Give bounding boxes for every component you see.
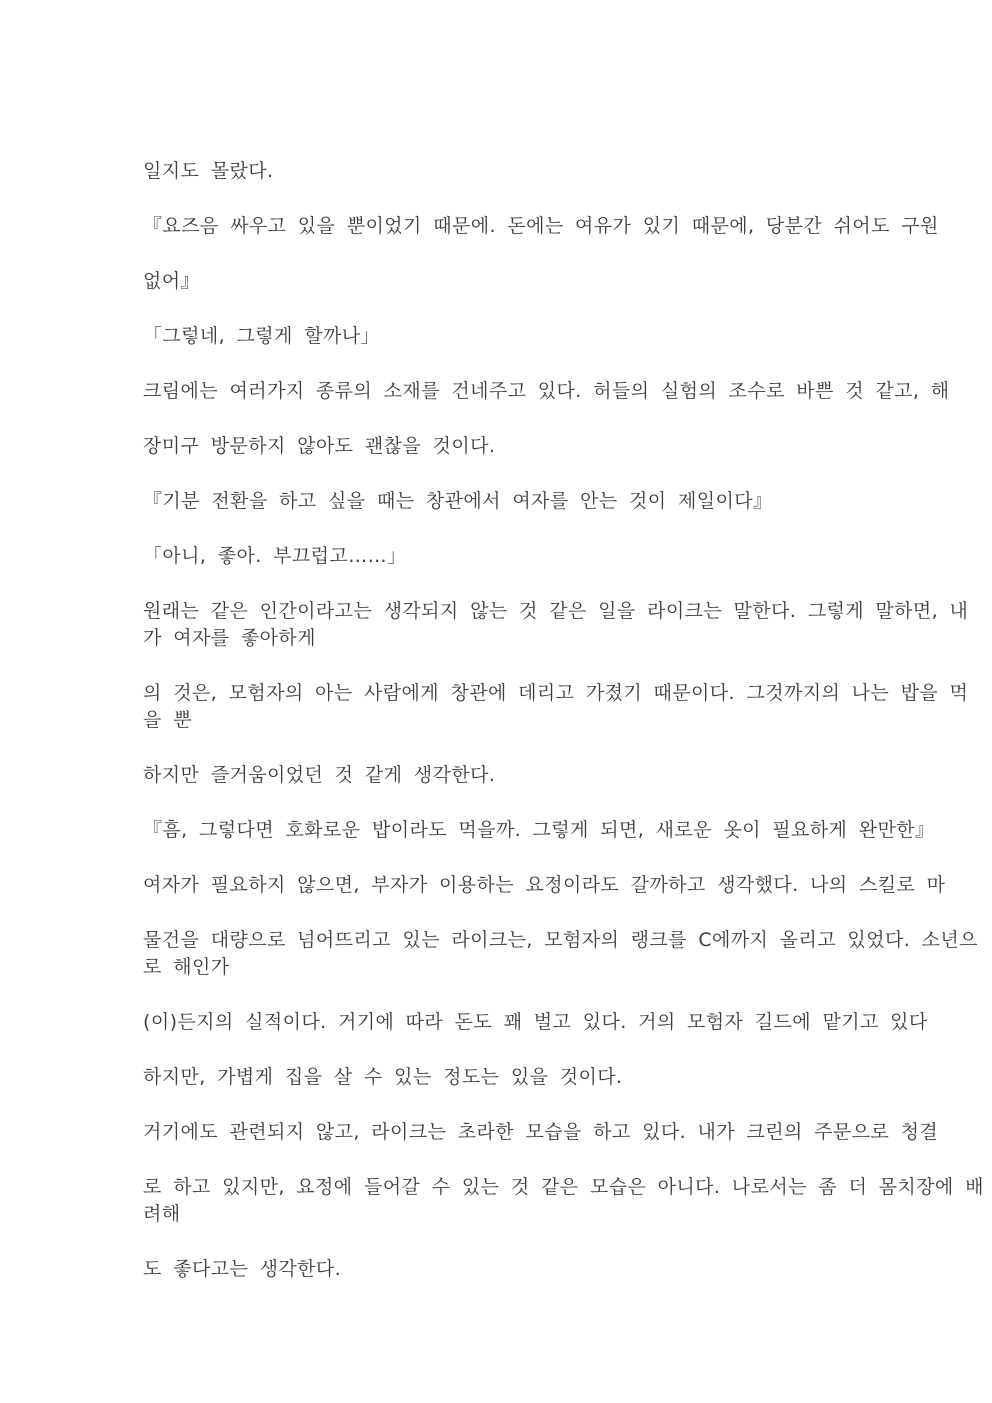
text-line: 로 해인가 <box>143 956 230 978</box>
text-line: 거기에도 관련되지 않고, 라이크는 초라한 모습을 하고 있다. 내가 크린의 주문으로 청결 <box>143 1121 939 1143</box>
text-line: 일지도 몰랐다. <box>143 160 274 182</box>
paragraph <box>143 1009 928 1036</box>
paragraph <box>143 762 858 789</box>
text-line: 장미구 방문하지 않아도 괜찮을 것이다. <box>143 435 496 457</box>
text-line: 하지만 즐거움이었던 것 같게 생각한다. <box>143 764 496 786</box>
paragraph <box>143 488 858 515</box>
text-line: 없어』 <box>143 270 200 292</box>
text-line: 「그렇네, 그렇게 할까나」 <box>143 325 380 347</box>
text-line: 을 뿐 <box>143 709 192 731</box>
text-line: 로 하고 있지만, 요정에 들어갈 수 있는 것 같은 모습은 아니다. 나로서는 좀 더 몸치장에 배 <box>143 1176 984 1198</box>
text-line: 원래는 같은 인간이라고는 생각되지 않는 것 같은 일을 라이크는 말한다. 그렇게 말하면, 내 <box>143 600 969 622</box>
paragraph <box>143 680 969 734</box>
paragraph <box>143 1174 984 1228</box>
paragraph <box>143 927 978 981</box>
paragraph <box>143 1119 939 1146</box>
paragraph <box>143 323 858 350</box>
text-line: 의 것은, 모험자의 아는 사람에게 창관에 데리고 가졌기 때문이다. 그것까지의 나는 밥을 먹 <box>143 682 969 704</box>
paragraph <box>143 598 969 652</box>
paragraph <box>143 158 858 185</box>
text-line: (이)든지의 실적이다. 거기에 따라 돈도 꽤 벌고 있다. 거의 모험자 길드에 맡기고 있다 <box>143 1011 928 1033</box>
text-line: 『기분 전환을 하고 싶을 때는 창관에서 여자를 안는 것이 제일이다』 <box>143 490 773 512</box>
text-line: 크림에는 여러가지 종류의 소재를 건네주고 있다. 허들의 실험의 조수로 바쁜 것 같고, 해 <box>143 380 950 402</box>
paragraph <box>143 378 950 405</box>
paragraph <box>143 213 939 240</box>
paragraph <box>143 1256 858 1283</box>
text-line: 여자가 필요하지 않으면, 부자가 이용하는 요정이라도 갈까하고 생각했다. 나의 스킬로 마 <box>143 874 946 896</box>
text-line: 려해 <box>143 1203 181 1225</box>
text-line: 가 여자를 좋아하게 <box>143 627 316 649</box>
paragraph <box>143 817 935 844</box>
paragraph <box>143 433 858 460</box>
text-line: 「아니, 좋아. 부끄럽고……」 <box>143 545 407 567</box>
text-line: 도 좋다고는 생각한다. <box>143 1258 342 1280</box>
text-line: 『요즈음 싸우고 있을 뿐이었기 때문에. 돈에는 여유가 있기 때문에, 당분간 쉬어도 구원 <box>143 215 939 237</box>
paragraph <box>143 1064 858 1091</box>
paragraph <box>143 872 946 899</box>
text-line: 물건을 대량으로 넘어뜨리고 있는 라이크는, 모험자의 랭크를 C에까지 올리고 있었다. 소년으 <box>143 929 978 951</box>
document-body <box>143 158 984 1283</box>
text-line: 하지만, 가볍게 집을 살 수 있는 정도는 있을 것이다. <box>143 1066 623 1088</box>
paragraph <box>143 543 858 570</box>
paragraph <box>143 268 858 295</box>
text-line: 『흠, 그렇다면 호화로운 밥이라도 먹을까. 그렇게 되면, 새로운 옷이 필요하게 완만한』 <box>143 819 935 841</box>
